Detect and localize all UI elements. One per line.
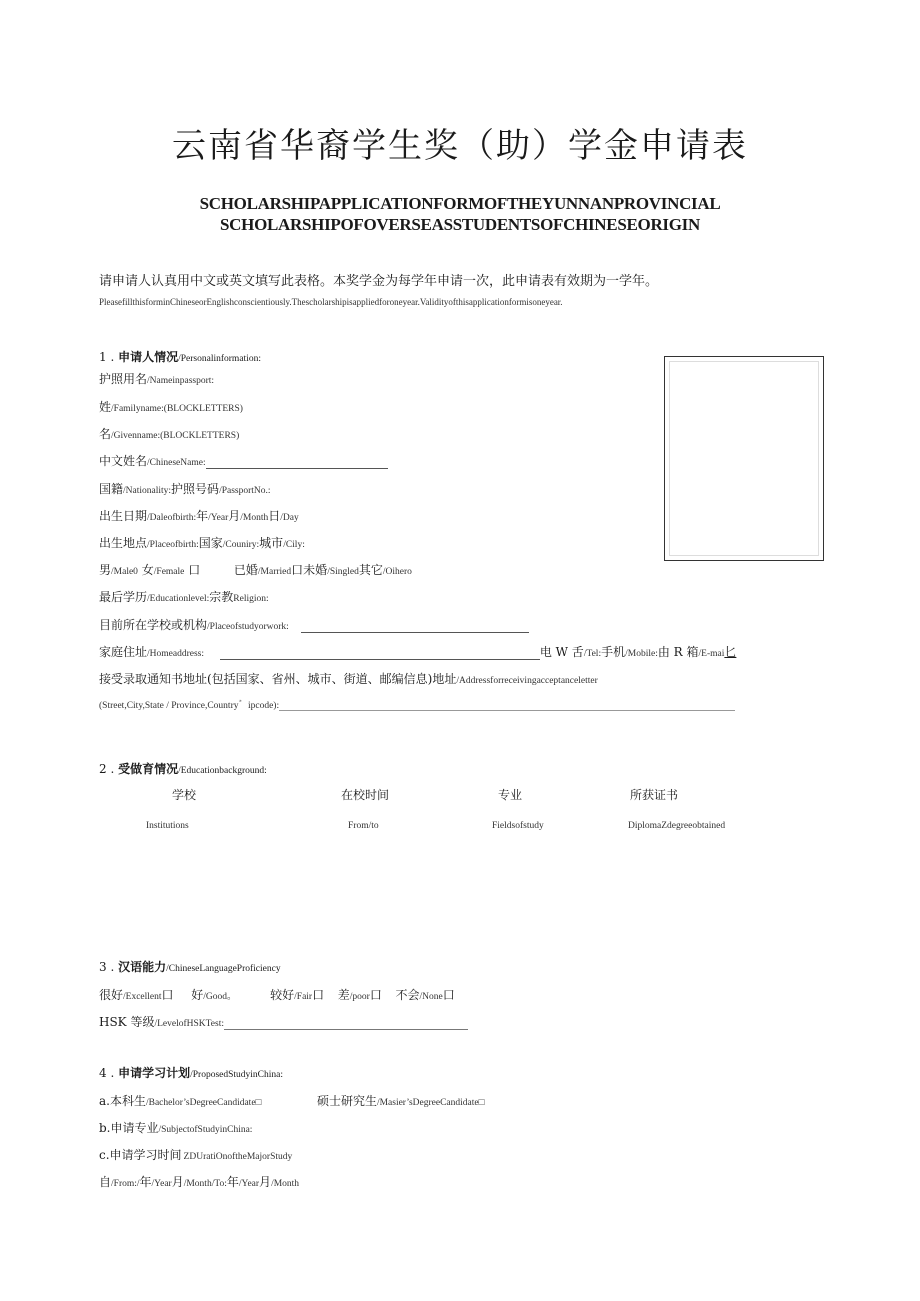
- female-cn: 女: [141, 563, 154, 577]
- good-en: /Good。: [203, 992, 237, 1002]
- acceptance-address-field[interactable]: [99, 670, 598, 687]
- day-cn: 日: [268, 509, 281, 523]
- home-address-underline: [220, 658, 540, 660]
- home-address-field[interactable]: [99, 643, 736, 660]
- to-year-cn: 年: [226, 1175, 239, 1189]
- to-en: /To:: [211, 1179, 227, 1189]
- other-en: /Oihero: [382, 567, 412, 577]
- single-en: /Singled: [327, 567, 359, 577]
- label-en: /Familyname:(BLOCKLETTERS): [111, 404, 243, 414]
- label-en: /Homeaddress:: [147, 649, 205, 659]
- col-header-field-cn: 专业: [498, 788, 523, 802]
- label-cn: HSK 等级: [99, 1015, 155, 1029]
- label-en: /Placeofbirth:: [147, 540, 199, 550]
- fair-checkbox[interactable]: 口: [312, 988, 325, 1002]
- from-cn: 自: [99, 1175, 112, 1189]
- from-to-field[interactable]: [99, 1173, 299, 1190]
- male-cn: 男: [99, 563, 112, 577]
- label-en: /ChineseName:: [147, 458, 206, 468]
- section-3-heading: [99, 958, 281, 975]
- label-en: /Placeofstudyorwork:: [207, 622, 289, 632]
- month-cn: 月: [228, 509, 241, 523]
- passport-no-label-cn: 护照号码: [171, 482, 220, 496]
- photo-inner-frame: [669, 361, 819, 556]
- subject-field[interactable]: [99, 1119, 252, 1136]
- married-cn: 已婚: [233, 563, 258, 577]
- label-cn: 中文姓名: [99, 454, 148, 468]
- section-2-heading: [99, 760, 267, 777]
- hsk-level-field[interactable]: [99, 1013, 468, 1030]
- section-number: 2 .: [99, 762, 115, 776]
- label-en: /LevelofHSKTest:: [154, 1019, 224, 1029]
- tel-cn: 电 W 舌: [539, 645, 584, 659]
- other-cn: 其它: [358, 563, 383, 577]
- label-en: ZDUratiOnoftheMajorStudy: [183, 1152, 293, 1162]
- acceptance-address-line[interactable]: [99, 697, 735, 711]
- section-number: 4 .: [99, 1066, 115, 1080]
- place-of-birth-field[interactable]: [99, 534, 305, 551]
- city-cn: 城市: [259, 536, 284, 550]
- poor-checkbox[interactable]: 口: [369, 988, 382, 1002]
- school-underline: [301, 631, 529, 633]
- label-cn: 国籍: [99, 482, 124, 496]
- hsk-underline: [224, 1028, 468, 1030]
- label-cn: 最后学历: [99, 590, 148, 604]
- section-title-cn: 申请学习计划: [118, 1066, 191, 1080]
- education-religion-field[interactable]: [99, 588, 269, 605]
- instruction-chinese: 请申请人认真用中文或英文填写此表格。本奖学金为每学年申请一次，此申请表有效期为一学年。: [99, 274, 659, 289]
- acceptance-address-underline: [279, 709, 735, 711]
- religion-en: Religion:: [233, 594, 269, 604]
- none-cn: 不会: [395, 988, 420, 1002]
- female-en: /Female: [153, 567, 185, 577]
- married-en: /Married: [257, 567, 292, 577]
- poor-en: /poor: [349, 992, 370, 1002]
- poor-cn: 差: [337, 988, 350, 1002]
- section-number: 1 .: [99, 350, 115, 364]
- nationality-passport-field[interactable]: [99, 480, 271, 497]
- label-cn: 接受录取通知书地址(包括国家、省州、城市、街道、邮编信息)地址: [99, 672, 457, 686]
- label-cn: 护照用名: [99, 372, 148, 386]
- excellent-cn: 很好: [99, 988, 124, 1002]
- section-title-en: /ChineseLanguageProficiency: [166, 964, 281, 974]
- year-en: /Year: [151, 1179, 172, 1189]
- good-cn: 好: [191, 988, 204, 1002]
- col-header-field-en: Fieldsofstudy: [492, 821, 544, 831]
- country-en: /Couniry:: [222, 540, 260, 550]
- label-en: /Givenname:(BLOCKLETTERS): [111, 431, 240, 441]
- school-field[interactable]: [99, 616, 529, 633]
- mobile-cn: 手机: [601, 645, 626, 659]
- family-name-field[interactable]: [99, 398, 243, 415]
- label-cn: b.申请专业: [99, 1121, 159, 1135]
- label-cn: c.申请学习时间: [99, 1148, 182, 1162]
- col-header-institutions-en: Institutions: [146, 821, 189, 831]
- section-title-cn: 申请人情况: [118, 350, 179, 364]
- col-header-period-en: From/to: [348, 821, 379, 831]
- email-en: /E-mai: [698, 649, 725, 659]
- month-cn: 月: [171, 1175, 184, 1189]
- label-cn: 名: [99, 427, 112, 441]
- month-en: /Month: [183, 1179, 212, 1189]
- label-en: /SubjectofStudyinChina:: [158, 1125, 253, 1135]
- email-tail: 匕: [724, 645, 737, 659]
- city-en: /Cily:: [283, 540, 305, 550]
- year-en: /Year: [208, 513, 229, 523]
- label-en: /Nameinpassport:: [147, 376, 215, 386]
- tel-en: /Tel:: [583, 649, 602, 659]
- section-title-en: /Educationbackground:: [178, 766, 267, 776]
- none-checkbox[interactable]: 口: [442, 988, 455, 1002]
- male-en: /Male0: [111, 567, 138, 577]
- date-of-birth-field[interactable]: [99, 507, 299, 524]
- to-month-cn: 月: [259, 1175, 272, 1189]
- to-year-en: /Year: [238, 1179, 260, 1189]
- excellent-checkbox[interactable]: 口: [161, 988, 174, 1002]
- degree-options[interactable]: [99, 1092, 484, 1109]
- given-name-field[interactable]: [99, 425, 239, 442]
- year-cn: 年: [196, 509, 209, 523]
- bachelor-cn: a.本科生: [99, 1094, 146, 1108]
- chinese-proficiency-options[interactable]: [99, 986, 455, 1003]
- mobile-en: /Mobile:: [625, 649, 658, 659]
- fair-cn: 较好: [270, 988, 295, 1002]
- none-en: /None: [419, 992, 443, 1002]
- fair-en: /Fair: [294, 992, 313, 1002]
- col-header-diploma-cn: 所获证书: [630, 788, 679, 802]
- label-cn: 姓: [99, 400, 112, 414]
- section-title-cn: 受做育情况: [118, 762, 179, 776]
- religion-cn: 宗教: [209, 590, 234, 604]
- section-title-en: /ProposedStudyinChina:: [190, 1070, 284, 1080]
- married-checkbox[interactable]: 口: [291, 563, 304, 577]
- day-en: /Day: [280, 513, 299, 523]
- bachelor-en[interactable]: /Bachelor’sDegreeCandidate□: [145, 1098, 262, 1108]
- excellent-en: /Excellent: [123, 992, 162, 1002]
- passport-name-field[interactable]: [99, 370, 214, 387]
- label-cn: 出生日期: [99, 509, 148, 523]
- label-en-2: (Street,City,State / Province,Country゛ipcode):: [99, 701, 280, 711]
- label-en: /Addressforreceivingacceptanceletter: [456, 676, 598, 686]
- english-title-line-1: SCHOLARSHIPAPPLICATIONFORMOFTHEYUNNANPROVINCIAL: [199, 194, 721, 213]
- from-en: /From:/: [111, 1179, 140, 1189]
- country-cn: 国家: [198, 536, 223, 550]
- year-cn: 年: [139, 1175, 152, 1189]
- master-en[interactable]: /Masier’sDegreeCandidate□: [376, 1098, 485, 1108]
- col-header-institutions-cn: 学校: [172, 788, 197, 802]
- chinese-name-underline: [206, 467, 388, 469]
- col-header-period-cn: 在校时间: [341, 788, 390, 802]
- label-en: /Daleofbirth:: [147, 513, 197, 523]
- label-cn: 家庭住址: [99, 645, 148, 659]
- label-cn: 目前所在学校或机构: [99, 618, 208, 632]
- month-en: /Month: [240, 513, 269, 523]
- section-title-en: /Personalinformation:: [178, 354, 261, 364]
- female-checkbox[interactable]: 口: [188, 563, 201, 577]
- to-month-en: /Month: [271, 1179, 300, 1189]
- single-cn: 未婚: [303, 563, 328, 577]
- email-cn: 由 R 箱: [657, 645, 699, 659]
- gender-marital-field[interactable]: [99, 561, 412, 578]
- instruction-english: PleasefillthisforminChineseorEnglishconscientiously.Thescholarshipisappliedforoneyear.Validityofthisapplicationformisoneyear.: [99, 297, 563, 307]
- passport-no-label-en: /PassportNo.:: [219, 486, 271, 496]
- label-cn: 出生地点: [99, 536, 148, 550]
- duration-field[interactable]: [99, 1146, 292, 1163]
- section-1-heading: [99, 348, 261, 365]
- label-en: /Nationality:: [123, 486, 172, 496]
- label-en: /Educationlevel:: [147, 594, 210, 604]
- section-4-heading: [99, 1064, 283, 1081]
- col-header-diploma-en: DiplomaZdegreeobtained: [628, 821, 726, 831]
- chinese-name-field[interactable]: [99, 452, 388, 469]
- master-cn: 硕士研究生: [316, 1094, 377, 1108]
- photo-box[interactable]: [664, 356, 824, 561]
- section-title-cn: 汉语能力: [118, 960, 167, 974]
- section-number: 3 .: [99, 960, 115, 974]
- form-title: 云南省华裔学生奖（助）学金申请表: [172, 126, 748, 166]
- english-title-line-2: SCHOLARSHIPOFOVERSEASSTUDENTSOFCHINESEORIGIN: [220, 215, 700, 234]
